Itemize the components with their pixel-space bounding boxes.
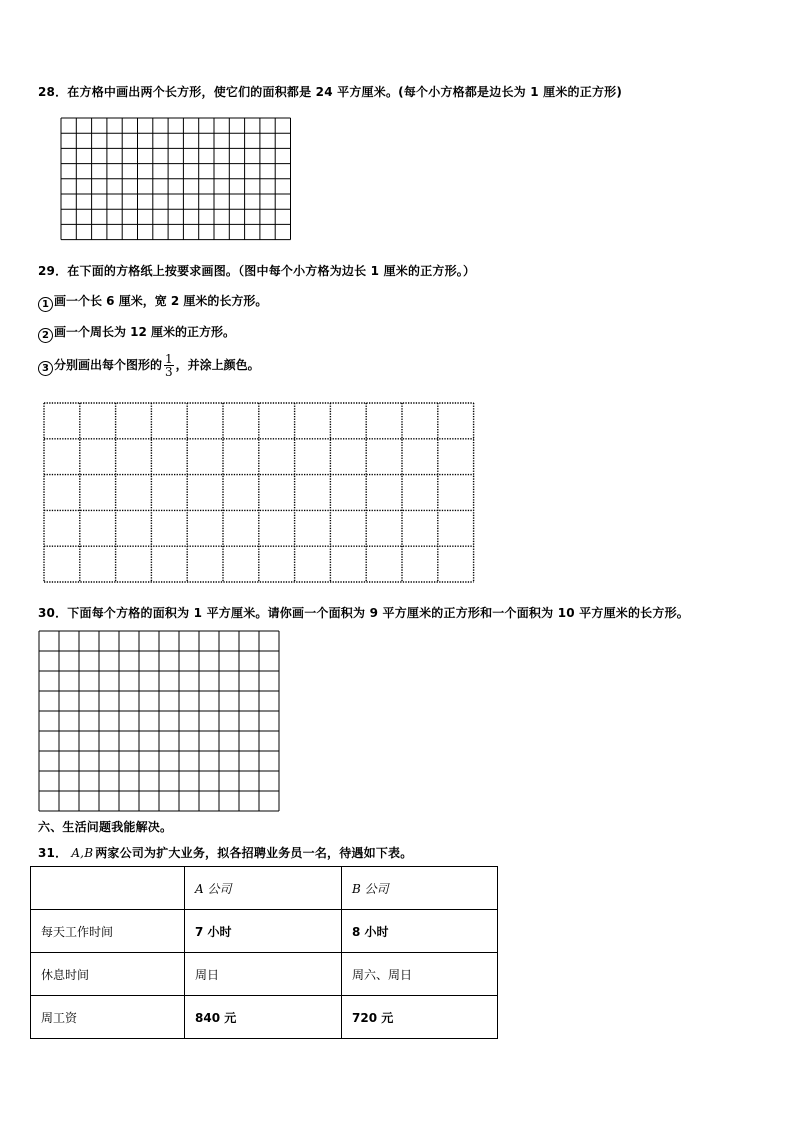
- table-cell: 7 小时: [185, 910, 342, 953]
- q28-grid[interactable]: [60, 117, 292, 241]
- q31-number: 31．: [38, 846, 68, 860]
- q30-text: 30．下面每个方格的面积为 1 平方厘米。请你画一个面积为 9 平方厘米的正方形和一个面积为 10 平方厘米的长方形。: [38, 606, 689, 620]
- table-header-cell: [185, 867, 342, 910]
- fraction-denominator: 3: [165, 365, 173, 379]
- section-title: 六、生活问题我能解决。: [38, 820, 173, 834]
- header-a: A 公司: [195, 881, 232, 896]
- q31-companies: A,B: [71, 846, 94, 860]
- q29-item-3: [38, 353, 260, 378]
- q29-dotted-grid[interactable]: [42, 402, 476, 584]
- table-cell: 周六、周日: [342, 953, 498, 996]
- table-cell: 每天工作时间: [31, 910, 185, 953]
- q29-item-1: [38, 292, 267, 312]
- table-row: [31, 996, 498, 1039]
- q29-item-2: [38, 323, 235, 343]
- circled-number: 3: [38, 361, 53, 376]
- q29-item-3-text-after: ，并涂上颜色。: [175, 358, 260, 372]
- table-cell: 周工资: [31, 996, 185, 1039]
- table-header-row: [31, 867, 498, 910]
- q30-grid[interactable]: [38, 630, 282, 812]
- table-row: [31, 910, 498, 953]
- table-cell: 周日: [185, 953, 342, 996]
- q29-item-1-text: 画一个长 6 厘米，宽 2 厘米的长方形。: [54, 294, 268, 308]
- table-cell: 840 元: [185, 996, 342, 1039]
- table-cell: 休息时间: [31, 953, 185, 996]
- circled-number: 1: [38, 297, 53, 312]
- table-header-cell: [31, 867, 185, 910]
- fraction-numerator: 1: [165, 352, 173, 366]
- q31-text: 两家公司为扩大业务，拟各招聘业务员一名，待遇如下表。: [95, 846, 413, 860]
- q31-line: [38, 844, 412, 861]
- q29-item-3-text-before: 分别画出每个图形的: [54, 358, 163, 372]
- table-cell: 8 小时: [342, 910, 498, 953]
- circled-number: 2: [38, 328, 53, 343]
- q29-text: 29．在下面的方格纸上按要求画图。（图中每个小方格为边长 1 厘米的正方形。）: [38, 264, 476, 278]
- fraction-one-third: [164, 353, 174, 378]
- q28-text: 28．在方格中画出两个长方形，使它们的面积都是 24 平方厘米。(每个小方格都是边长为 1 厘米的正方形): [38, 85, 623, 99]
- table-cell: 720 元: [342, 996, 498, 1039]
- table-row: [31, 953, 498, 996]
- q29-item-2-text: 画一个周长为 12 厘米的正方形。: [54, 325, 236, 339]
- header-b: B 公司: [352, 881, 389, 896]
- wage-table: [30, 866, 498, 1039]
- table-header-cell: [342, 867, 498, 910]
